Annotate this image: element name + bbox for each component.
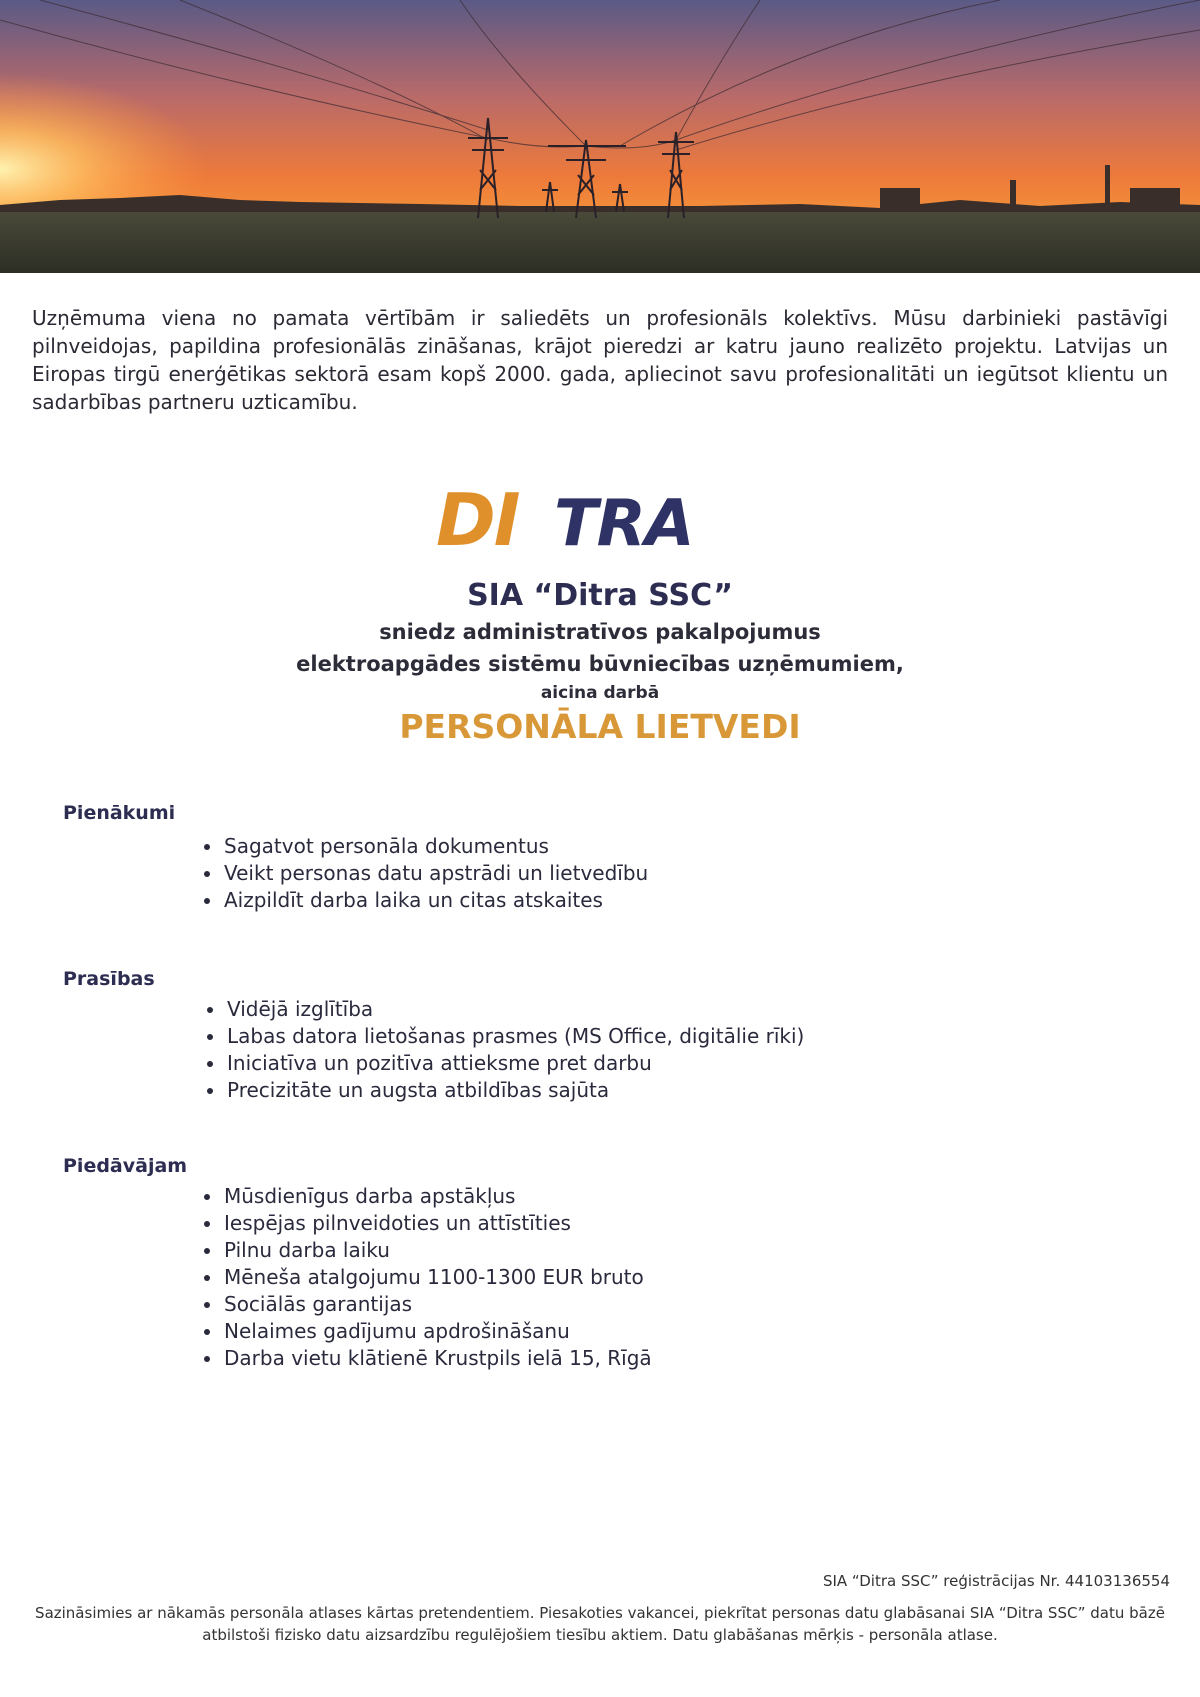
list-item: Pilnu darba laiku bbox=[200, 1237, 652, 1264]
requirements-list bbox=[203, 996, 804, 1104]
company-name: SIA “Ditra SSC” bbox=[467, 578, 733, 613]
svg-text:TRA: TRA bbox=[554, 487, 694, 555]
list-item: Iniciatīva un pozitīva attieksme pret darbu bbox=[203, 1050, 804, 1077]
list-item: Sociālās garantijas bbox=[200, 1291, 652, 1318]
hero-banner-image bbox=[0, 0, 1200, 273]
section-title-offer: Piedāvājam bbox=[63, 1155, 188, 1177]
list-item: Veikt personas datu apstrādi un lietvedību bbox=[200, 860, 648, 887]
offer-list bbox=[200, 1183, 652, 1372]
list-item: Mūsdienīgus darba apstākļus bbox=[200, 1183, 652, 1210]
section-title-requirements: Prasības bbox=[63, 968, 155, 990]
duties-list bbox=[200, 833, 648, 914]
list-item: Darba vietu klātienē Krustpils ielā 15, Rīgā bbox=[200, 1345, 652, 1372]
list-item: Iespējas pilnveidoties un attīstīties bbox=[200, 1210, 652, 1237]
footer-note: Sazināsimies ar nākamās personāla atlases kārtas pretendentiem. Piesakoties vakancei, piekrītat personas datu glabāsanai SIA “Ditra SSC” datu bāzē atbilstoši fizisko datu aizsardzību regulējošiem tiesību aktiem. Datu glabāšanas mērķis - personāla atlase. bbox=[35, 1604, 1165, 1644]
section-title-duties: Pienākumi bbox=[63, 802, 176, 824]
list-item: Sagatvot personāla dokumentus bbox=[200, 833, 648, 860]
list-item: Nelaimes gadījumu apdrošināšanu bbox=[200, 1318, 652, 1345]
list-item: Vidējā izglītība bbox=[203, 996, 804, 1023]
tagline-line-3: aicina darbā bbox=[540, 683, 660, 703]
tagline-line-2: elektroapgādes sistēmu būvniecības uzņēmumiem, bbox=[296, 652, 904, 676]
svg-text:DI: DI bbox=[436, 485, 519, 555]
registration-number: SIA “Ditra SSC” reģistrācijas Nr. 44103136554 bbox=[822, 1572, 1170, 1590]
position-title: PERSONĀLA LIETVEDI bbox=[399, 707, 801, 746]
list-item: Precizitāte un augsta atbildības sajūta bbox=[203, 1077, 804, 1104]
list-item: Mēneša atalgojumu 1100-1300 EUR bruto bbox=[200, 1264, 652, 1291]
ditra-logo bbox=[436, 485, 732, 559]
list-item: Labas datora lietošanas prasmes (MS Office, digitālie rīki) bbox=[203, 1023, 804, 1050]
tagline-line-1: sniedz administratīvos pakalpojumus bbox=[379, 620, 821, 644]
intro-paragraph: Uzņēmuma viena no pamata vērtībām ir saliedēts un profesionāls kolektīvs. Mūsu darbinieki pastāvīgi pilnveidojas, papildina profesionālās zināšanas, krājot pieredzi ar katru jauno realizēto projektu. Latvijas un Eiropas tirgū enerģētikas sektorā esam kopš 2000. gada, apliecinot savu profesionalitāti un iegūtsot klientu un sadarbības partneru uzticamību. bbox=[32, 306, 1168, 414]
list-item: Aizpildīt darba laika un citas atskaites bbox=[200, 887, 648, 914]
